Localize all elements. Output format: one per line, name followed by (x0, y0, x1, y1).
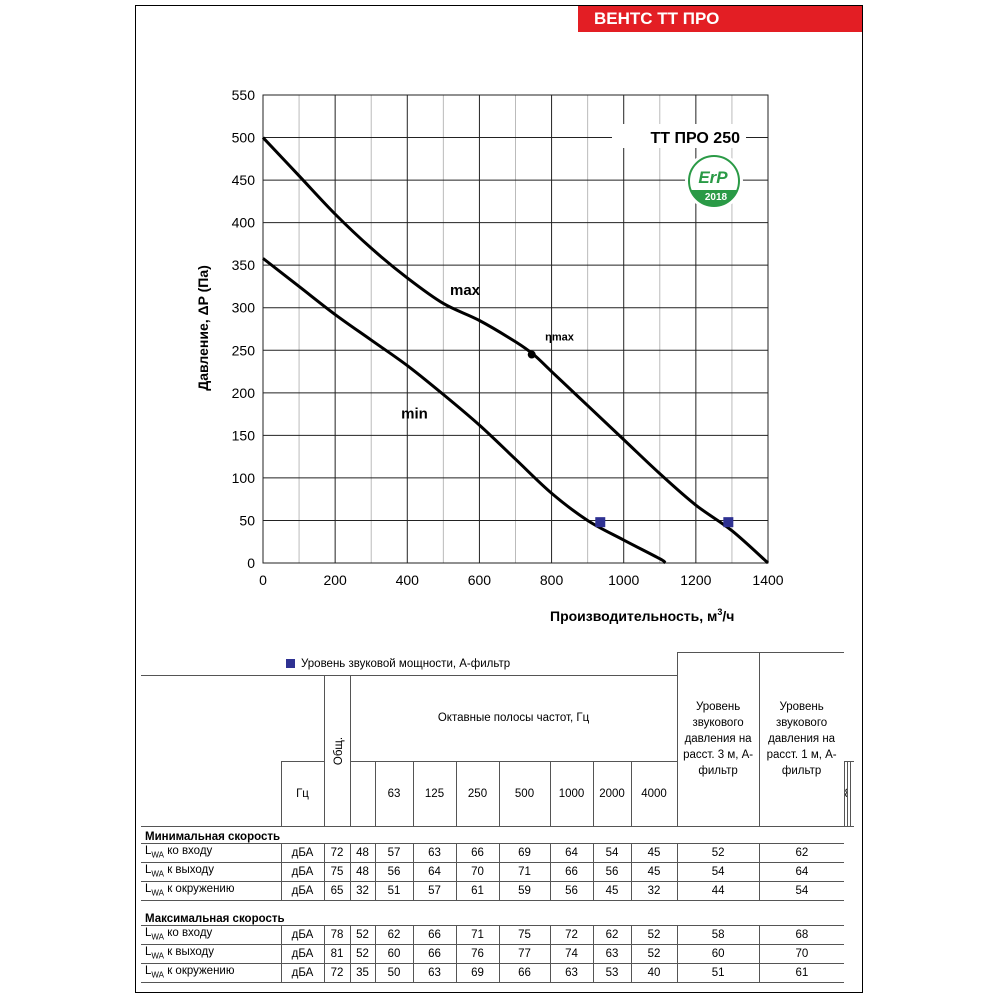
model-label: ТТ ПРО 250 (650, 130, 740, 147)
sound-level-marker (723, 517, 733, 527)
section-title: Минимальная скорость (145, 830, 281, 843)
band-value: 69 (456, 963, 499, 982)
pressure1-value: 62 (759, 843, 844, 862)
pressure1-value: 64 (759, 862, 844, 881)
band-value: 51 (375, 881, 413, 900)
band-value: 56 (375, 862, 413, 881)
pressure1-value: 70 (759, 944, 844, 963)
band-value: 66 (499, 963, 550, 982)
total-header: Общ. (332, 736, 345, 765)
band-value: 59 (499, 881, 550, 900)
band-value: 40 (631, 963, 677, 982)
y-tick-label: 50 (239, 512, 255, 529)
table-row (141, 944, 854, 963)
band-value: 63 (413, 963, 456, 982)
band-value: 75 (499, 925, 550, 944)
band-2000: 2000 (593, 761, 631, 826)
band-500: 500 (499, 761, 550, 826)
band-value: 50 (375, 963, 413, 982)
y-tick-label: 100 (231, 469, 255, 486)
pressure3-value: 52 (677, 843, 759, 862)
row-total: 75 (324, 862, 350, 881)
band-value: 74 (550, 944, 593, 963)
pressure1-header: Уровень звукового давления на расст. 1 м, А-фильтр (759, 653, 844, 827)
band-4000: 4000 (631, 761, 677, 826)
band-value: 52 (350, 925, 375, 944)
band-value: 52 (631, 944, 677, 963)
band-value: 32 (350, 881, 375, 900)
table-row (141, 862, 854, 881)
table-row (141, 843, 854, 862)
band-125: 125 (413, 761, 456, 826)
row-label: $L_{WA}$ ко входу (141, 843, 281, 862)
y-tick-label: 500 (231, 129, 255, 146)
band-value: 76 (456, 944, 499, 963)
sound-table (141, 652, 854, 983)
row-total: 81 (324, 944, 350, 963)
x-tick-label: 800 (539, 572, 564, 588)
x-tick-label: 1400 (752, 572, 784, 588)
row-label: $L_{WA}$ к выходу (141, 944, 281, 963)
band-value: 48 (350, 862, 375, 881)
table-row (141, 881, 854, 900)
band-value: 66 (550, 862, 593, 881)
pressure3-value: 60 (677, 944, 759, 963)
row-total: 78 (324, 925, 350, 944)
lpa1-header (851, 761, 854, 826)
band-value: 62 (375, 925, 413, 944)
y-tick-label: 150 (231, 427, 255, 444)
pressure3-header: Уровень звукового давления на расст. 3 м, А-фильтр (677, 653, 759, 827)
y-tick-label: 0 (247, 555, 255, 571)
band-value: 45 (631, 843, 677, 862)
band-value: 71 (456, 925, 499, 944)
pressure3-value: 58 (677, 925, 759, 944)
row-label: $L_{WA}$ к выходу (141, 862, 281, 881)
band-value: 52 (350, 944, 375, 963)
table-row (141, 925, 854, 944)
y-tick-label: 350 (231, 257, 255, 274)
row-total: 65 (324, 881, 350, 900)
section-title: Максимальная скорость (145, 912, 285, 925)
x-tick-label: 1000 (608, 572, 640, 588)
band-value: 66 (413, 925, 456, 944)
x-axis-label: Производительность, $м^3/ч$ (550, 607, 735, 624)
pressure1-value: 54 (759, 881, 844, 900)
y-tick-label: 200 (231, 384, 255, 401)
band-value: 71 (499, 862, 550, 881)
band-value: 45 (631, 862, 677, 881)
band-63: 63 (375, 761, 413, 826)
row-label: $L_{WA}$ к окружению (141, 963, 281, 982)
table-row (141, 963, 854, 982)
row-unit: дБА (281, 925, 324, 944)
pressure3-value: 54 (677, 862, 759, 881)
eta-max-label: ηmax (545, 331, 574, 344)
band-value: 54 (593, 843, 631, 862)
eta-max-point (528, 351, 536, 359)
row-total: 72 (324, 963, 350, 982)
band-value: 62 (593, 925, 631, 944)
band-value: 61 (456, 881, 499, 900)
x-tick-label: 0 (259, 572, 267, 588)
row-unit: дБА (281, 843, 324, 862)
band-value: 56 (593, 862, 631, 881)
series-label-min: min (401, 405, 428, 423)
legend-marker-icon (286, 659, 295, 668)
band-value: 66 (456, 843, 499, 862)
band-value: 69 (499, 843, 550, 862)
band-value: 64 (413, 862, 456, 881)
pressure3-value: 44 (677, 881, 759, 900)
band-value: 35 (350, 963, 375, 982)
band-value: 63 (550, 963, 593, 982)
band-value: 72 (550, 925, 593, 944)
hz-label: Гц (281, 761, 324, 826)
y-tick-label: 300 (231, 299, 255, 316)
row-label: $L_{WA}$ ко входу (141, 925, 281, 944)
y-axis-label: Давление, ΔP (Па) (195, 265, 211, 391)
pressure1-value: 68 (759, 925, 844, 944)
brand-banner: ВЕНТС ТТ ПРО (578, 6, 862, 32)
erp-badge-top: ErP (698, 168, 728, 187)
band-value: 45 (593, 881, 631, 900)
band-value: 57 (375, 843, 413, 862)
row-unit: дБА (281, 963, 324, 982)
series-label-max: max (449, 281, 481, 299)
erp-badge-bottom: 2018 (704, 192, 728, 203)
band-value: 56 (550, 881, 593, 900)
band-value: 52 (631, 925, 677, 944)
band-value: 53 (593, 963, 631, 982)
legend-text: Уровень звуковой мощности, А-фильтр (301, 657, 511, 670)
x-tick-label: 400 (395, 572, 419, 588)
pressure3-value: 51 (677, 963, 759, 982)
y-tick-label: 450 (231, 172, 255, 189)
x-tick-label: 600 (467, 572, 492, 588)
band-value: 48 (350, 843, 375, 862)
band-value: 57 (413, 881, 456, 900)
band-value: 63 (593, 944, 631, 963)
row-unit: дБА (281, 881, 324, 900)
band-1000: 1000 (550, 761, 593, 826)
octave-header: Октавные полосы частот, Гц (350, 675, 677, 761)
y-tick-label: 550 (231, 87, 255, 103)
band-value: 64 (550, 843, 593, 862)
x-tick-label: 200 (323, 572, 347, 588)
pressure1-value: 61 (759, 963, 844, 982)
row-total: 72 (324, 843, 350, 862)
band-value: 70 (456, 862, 499, 881)
band-value: 63 (413, 843, 456, 862)
row-unit: дБА (281, 944, 324, 963)
erp-badge-icon (685, 152, 743, 210)
band-value: 32 (631, 881, 677, 900)
y-tick-label: 400 (231, 214, 255, 231)
band-value: 77 (499, 944, 550, 963)
row-unit: дБА (281, 862, 324, 881)
sound-level-marker (595, 517, 605, 527)
x-tick-label: 1200 (680, 572, 712, 588)
band-250: 250 (456, 761, 499, 826)
band-value: 60 (375, 944, 413, 963)
band-value: 66 (413, 944, 456, 963)
row-label: $L_{WA}$ к окружению (141, 881, 281, 900)
y-tick-label: 250 (231, 342, 255, 359)
